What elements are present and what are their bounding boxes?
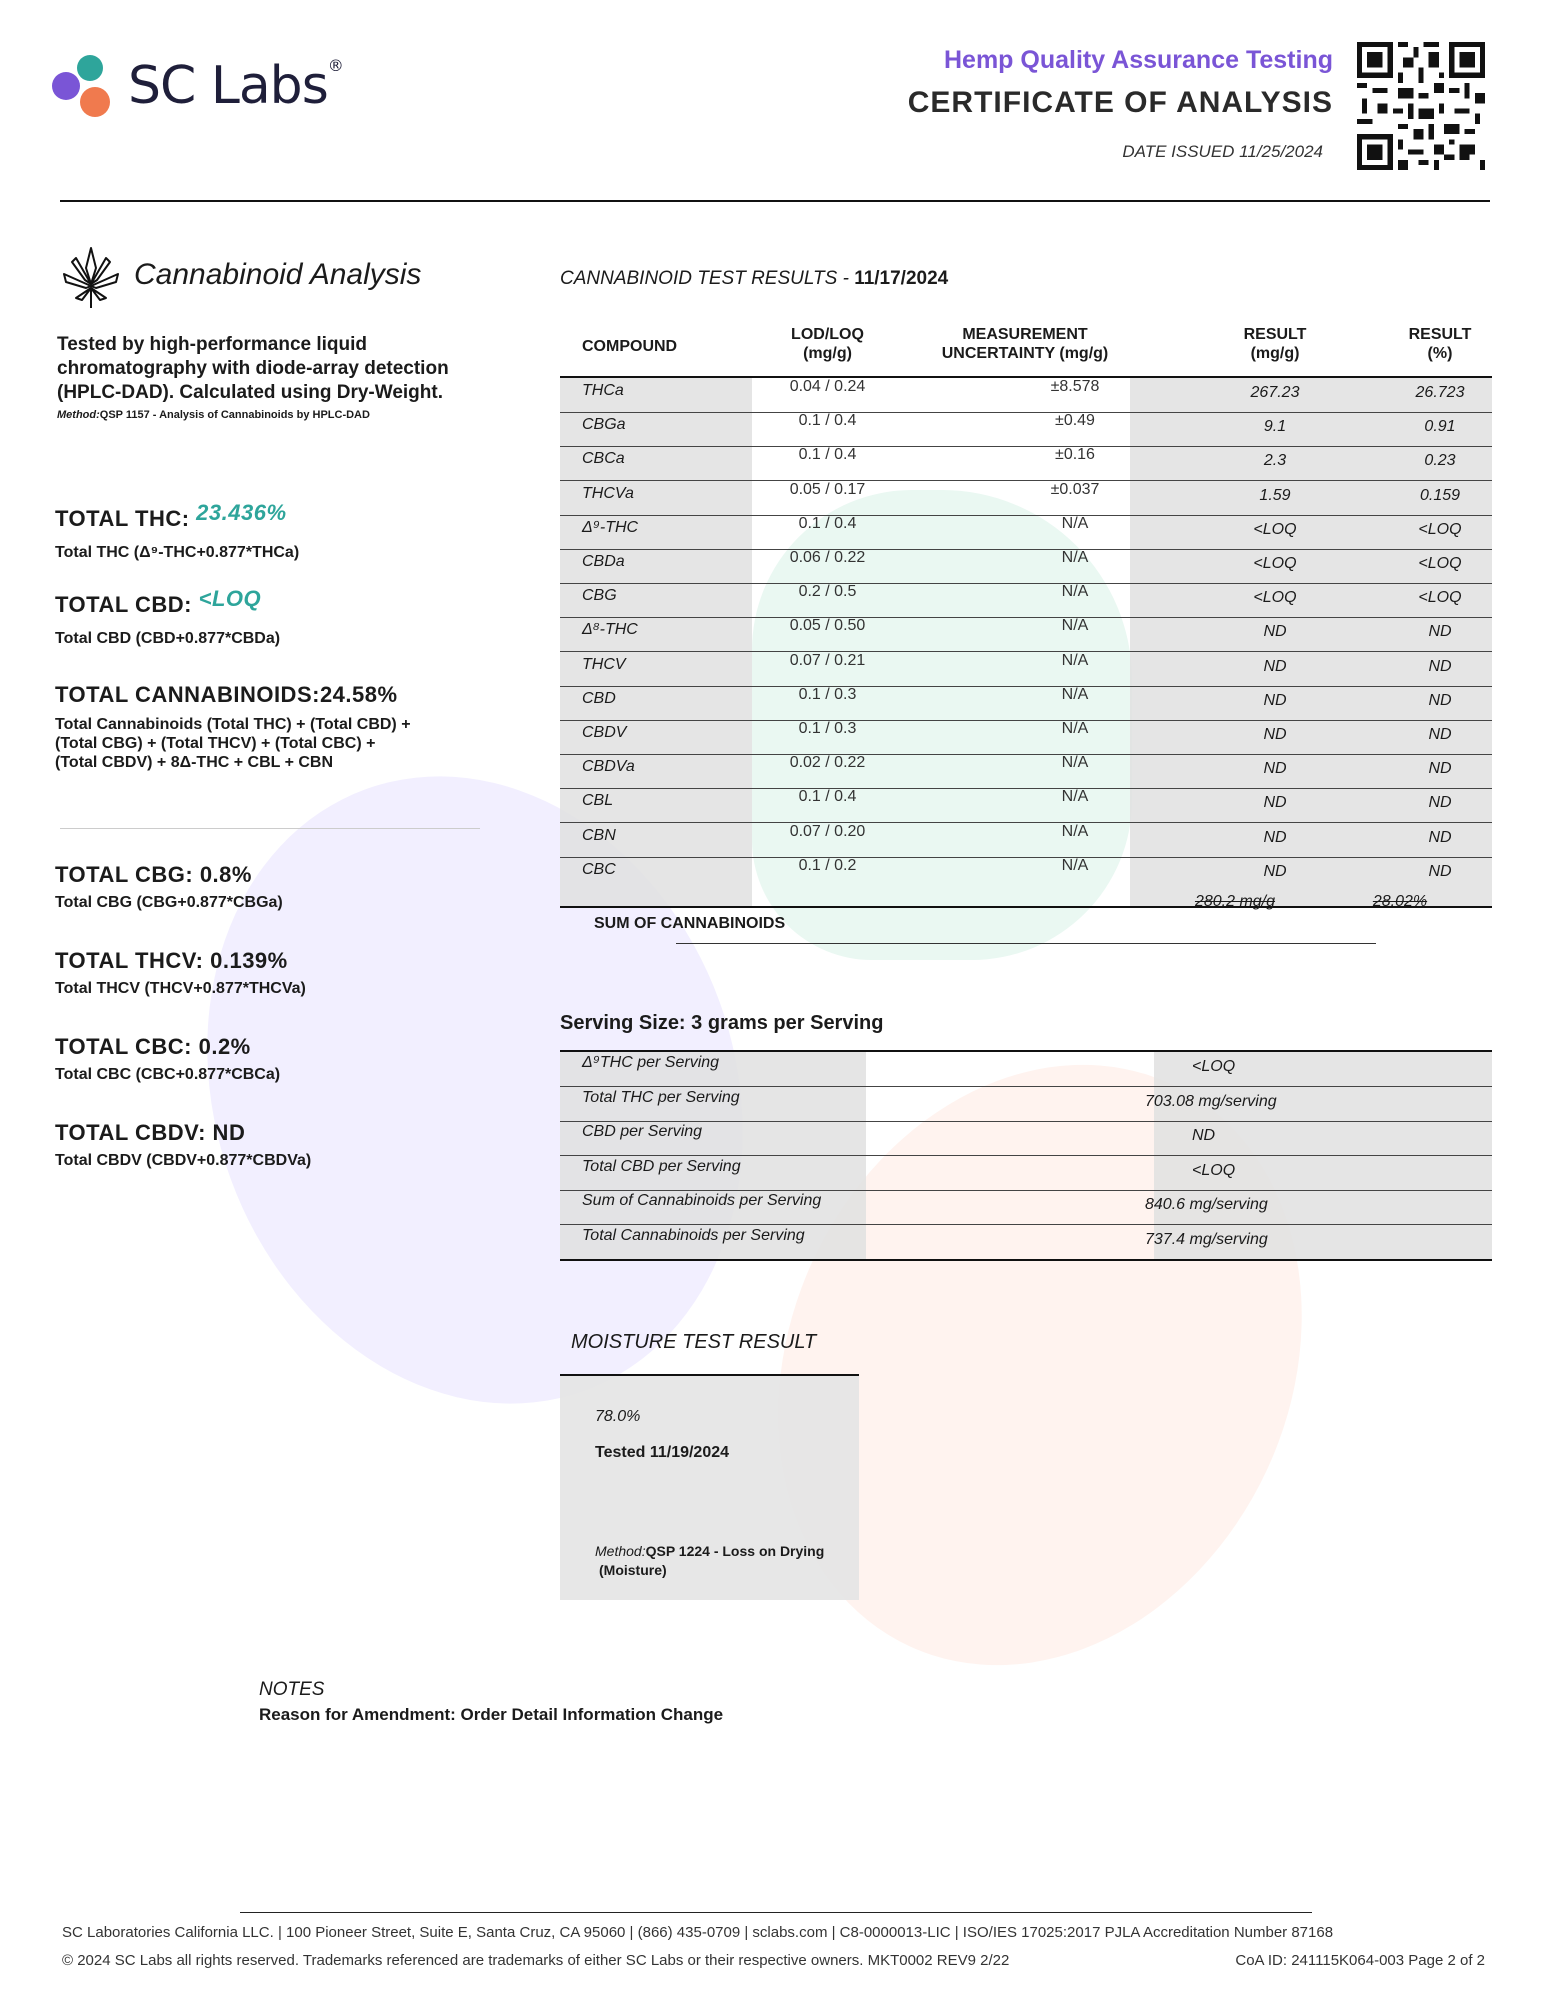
result-mg-value: ND [1263,691,1287,709]
notes-title: NOTES [259,1679,325,1700]
compound-name: Δ⁸-THC [582,621,638,639]
column-header-mu-line-2: UNCERTAINTY (mg/g) [941,345,1109,362]
serving-row-value: 737.4 mg/serving [1145,1230,1268,1248]
lod-loq-value: 0.1 / 0.4 [798,788,857,806]
column-header-result-pct [1365,325,1515,363]
sum-mg-value: 280.2 mg/g [1194,893,1276,910]
total-cbc-heading: TOTAL CBC: 0.2% [55,1034,251,1059]
total-cbdv-heading: TOTAL CBDV: ND [55,1120,246,1145]
date-issued: DATE ISSUED 11/25/2024 [1122,142,1323,161]
total-thc-value: 23.436% [196,500,287,525]
measurement-uncertainty-value: N/A [1061,583,1089,601]
column-header-mu-line-1: MEASUREMENT [962,326,1088,343]
lod-loq-value: 0.1 / 0.3 [798,720,857,737]
result-mg-value: 1.59 [1259,486,1291,504]
results-title [560,268,948,290]
lod-loq-value: 0.1 / 0.3 [798,685,857,703]
cannabis-leaf-icon [60,244,122,310]
result-mg-value: ND [1263,794,1287,812]
measurement-uncertainty-value: ±8.578 [1050,378,1100,395]
header-subtitle: Hemp Quality Assurance Testing [944,46,1333,74]
serving-size-title: Serving Size: 3 grams per Serving [560,1012,884,1034]
table-row [560,515,1492,550]
result-mg-value: 267.23 [1250,384,1300,401]
footer-divider [240,1912,1312,1913]
result-mg-value: ND [1263,726,1287,743]
total-cannabinoids-formula [55,715,411,772]
result-pct-value: 0.91 [1424,418,1456,436]
result-pct-value: ND [1428,862,1452,880]
moisture-title: MOISTURE TEST RESULT [571,1331,817,1353]
compound-name: CBDVa [582,758,635,776]
left-divider [60,828,480,829]
total-cannabinoids-heading: TOTAL CANNABINOIDS:24.58% [55,682,398,707]
result-pct-value: 0.159 [1419,486,1461,504]
moisture-method [595,1542,855,1580]
moisture-method-text: QSP 1224 - Loss on Drying [645,1543,825,1559]
analysis-method [57,409,370,421]
serving-row-label: Total THC per Serving [582,1088,740,1106]
sum-of-cannabinoids-label: SUM OF CANNABINOIDS [594,915,786,932]
serving-row [560,1052,1492,1087]
compound-name: CBCa [582,450,625,468]
compound-name: CBDV [582,724,627,741]
table-row [560,788,1492,823]
footer-coa-id: CoA ID: 241115K064-003 Page 2 of 2 [1235,1952,1485,1969]
result-mg-value: ND [1263,862,1287,880]
result-pct-value: <LOQ [1418,589,1462,607]
header-divider [60,200,1490,202]
lod-loq-value: 0.2 / 0.5 [798,583,857,601]
table-row [560,617,1492,652]
moisture-method-label: Method: [595,1543,646,1559]
results-title-prefix: CANNABINOID TEST RESULTS - [560,268,855,289]
compound-name: CBGa [582,416,626,434]
result-pct-value: ND [1428,691,1452,709]
total-cbd [55,586,262,618]
column-header-result-mg-line-2: (mg/g) [1250,345,1300,362]
lod-loq-value: 0.02 / 0.22 [789,754,866,772]
serving-row [560,1190,1492,1225]
total-thcv-heading: TOTAL THCV: 0.139% [55,948,288,973]
table-row [560,686,1492,721]
footer-copyright: © 2024 SC Labs all rights reserved. Trademarks referenced are trademarks of either SC Labs or their respective owners. MKT0002 REV9 2/22 [62,1952,1010,1969]
total-cannabinoids-formula-line-1: Total Cannabinoids (Total THC) + (Total CBD) + [55,716,411,733]
lod-loq-value: 0.1 / 0.2 [798,856,857,874]
analysis-method-text: QSP 1157 - Analysis of Cannabinoids by HPLC-DAD [99,409,370,421]
result-pct-value: <LOQ [1418,555,1462,572]
measurement-uncertainty-value: ±0.49 [1055,412,1095,430]
column-header-result-pct-line-2: (%) [1427,345,1453,362]
compound-name: CBG [582,587,617,605]
serving-row-value: 703.08 mg/serving [1145,1092,1277,1110]
table-row [560,857,1492,891]
measurement-uncertainty-value: N/A [1061,549,1089,566]
total-cbg-heading: TOTAL CBG: 0.8% [55,862,252,887]
measurement-uncertainty-value: ±0.16 [1055,446,1095,464]
measurement-uncertainty-value: N/A [1061,617,1089,635]
result-mg-value: 9.1 [1263,418,1287,436]
result-pct-value: <LOQ [1418,520,1462,538]
total-cbg-formula: Total CBG (CBG+0.877*CBGa) [55,894,283,911]
serving-row-label: Total Cannabinoids per Serving [582,1226,805,1244]
total-thcv-formula: Total THCV (THCV+0.877*THCVa) [55,980,306,997]
compound-name: THCVa [582,484,634,502]
measurement-uncertainty-value: N/A [1061,685,1089,703]
lod-loq-value: 0.05 / 0.17 [789,480,866,498]
table-row [560,583,1492,618]
serving-row [560,1156,1492,1191]
compound-name: CBDa [582,553,625,570]
logo-registered-mark: ® [327,56,343,75]
result-pct-value: 0.23 [1424,452,1456,470]
result-mg-value: <LOQ [1253,555,1297,572]
table-row [560,412,1492,447]
compound-name: THCa [582,382,624,399]
sum-rule [676,943,1376,944]
column-header-measurement-uncertainty [900,325,1150,363]
measurement-uncertainty-value: N/A [1061,822,1089,840]
lod-loq-value: 0.1 / 0.4 [798,412,857,430]
serving-row-label: Δ⁹THC per Serving [582,1054,720,1071]
measurement-uncertainty-value: N/A [1061,651,1089,669]
total-thc-formula: Total THC (Δ⁹-THC+0.877*THCa) [55,544,300,561]
result-mg-value: <LOQ [1253,520,1297,538]
logo-text: SC Labs [128,56,328,116]
lod-loq-value: 0.07 / 0.21 [789,651,866,669]
measurement-uncertainty-value: N/A [1061,856,1089,874]
analysis-method-label: Method: [57,409,100,421]
table-row [560,446,1492,481]
logo-mark-icon [50,52,120,122]
lod-loq-value: 0.06 / 0.22 [789,549,866,566]
result-pct-value: 26.723 [1415,384,1465,401]
moisture-tested-date: Tested 11/19/2024 [595,1444,730,1461]
column-header-result-mg [1200,325,1350,363]
total-cbd-value: <LOQ [198,586,262,611]
result-mg-value: 2.3 [1263,452,1287,470]
serving-row-value: 840.6 mg/serving [1145,1196,1268,1213]
total-cannabinoids-formula-line-3: (Total CBDV) + 8Δ-THC + CBL + CBN [55,754,334,771]
result-pct-value: ND [1428,760,1452,778]
result-mg-value: ND [1263,760,1287,778]
serving-row-value: <LOQ [1192,1058,1236,1075]
compound-name: CBN [582,826,616,844]
lod-loq-value: 0.04 / 0.24 [789,378,866,395]
moisture-method-text-2: (Moisture) [599,1562,667,1578]
table-row [560,549,1492,584]
moisture-box [560,1374,859,1600]
total-thc-label: TOTAL THC: [55,506,190,531]
result-pct-value: ND [1428,657,1452,675]
compound-name: CBL [582,792,614,810]
sum-pct-value: 28.02% [1372,893,1428,910]
compound-name: CBD [582,689,616,707]
measurement-uncertainty-value: ±0.037 [1050,480,1100,498]
results-title-date: 11/17/2024 [854,268,949,289]
column-header-result-mg-line-1: RESULT [1243,326,1307,343]
table-row [560,378,1492,413]
analysis-description: Tested by high-performance liquid chromatography with diode-array detection (HPLC-DAD). Calculated using Dry-Weight. [57,334,449,403]
total-cbd-label: TOTAL CBD: [55,592,192,617]
footer-address: SC Laboratories California LLC. | 100 Pioneer Street, Suite E, Santa Cruz, CA 95060 | (866) 435-0709 | sclabs.com | C8-0000013-LIC | ISO/IES 17025:2017 PJLA Accreditation Number 87168 [62,1924,1334,1941]
column-header-compound: COMPOUND [582,338,678,355]
moisture-value: 78.0% [595,1408,641,1425]
compound-name: Δ⁹-THC [582,518,639,536]
total-cannabinoids-formula-line-2: (Total CBG) + (Total THCV) + (Total CBC) + [55,735,376,752]
measurement-uncertainty-value: N/A [1061,754,1089,772]
notes-text: Reason for Amendment: Order Detail Information Change [259,1705,724,1724]
table-row [560,823,1492,858]
total-cbc-formula: Total CBC (CBC+0.877*CBCa) [55,1066,281,1083]
serving-row-value: <LOQ [1192,1161,1236,1179]
lod-loq-value: 0.05 / 0.50 [789,617,866,635]
measurement-uncertainty-value: N/A [1061,788,1089,806]
table-row [560,481,1492,516]
serving-row-label: CBD per Serving [582,1123,703,1140]
column-header-lod-loq [750,325,905,363]
document-title: CERTIFICATE OF ANALYSIS [907,86,1333,119]
compound-name: CBC [582,860,616,878]
column-header-lod-loq-line-1: LOD/LOQ [791,326,864,343]
measurement-uncertainty-value: N/A [1061,514,1089,532]
result-mg-value: ND [1263,828,1287,846]
result-pct-value: ND [1428,828,1452,846]
serving-row [560,1121,1492,1156]
total-thc [55,500,287,532]
compound-name: THCV [582,655,626,673]
serving-row-label: Total CBD per Serving [582,1157,741,1175]
serving-row [560,1087,1492,1122]
total-cbdv-formula: Total CBDV (CBDV+0.877*CBDVa) [55,1152,312,1169]
result-pct-value: ND [1428,623,1452,641]
table-row [560,720,1492,755]
lod-loq-value: 0.07 / 0.20 [789,822,866,840]
table-row [560,754,1492,789]
result-mg-value: ND [1263,623,1287,641]
serving-row-label: Sum of Cannabinoids per Serving [582,1192,822,1209]
column-header-result-pct-line-1: RESULT [1408,326,1472,343]
qr-code-icon [1357,42,1485,170]
logo [50,50,343,125]
column-header-lod-loq-line-2: (mg/g) [803,345,852,362]
result-mg-value: ND [1263,657,1287,675]
serving-row [560,1225,1492,1261]
lod-loq-value: 0.1 / 0.4 [798,446,857,464]
measurement-uncertainty-value: N/A [1061,720,1089,737]
table-row [560,652,1492,687]
analysis-heading: Cannabinoid Analysis [134,258,422,291]
total-cbd-formula: Total CBD (CBD+0.877*CBDa) [55,630,281,647]
result-mg-value: <LOQ [1253,589,1297,607]
serving-row-value: ND [1192,1127,1216,1144]
result-pct-value: ND [1428,794,1452,812]
result-pct-value: ND [1428,726,1452,743]
lod-loq-value: 0.1 / 0.4 [798,514,857,532]
